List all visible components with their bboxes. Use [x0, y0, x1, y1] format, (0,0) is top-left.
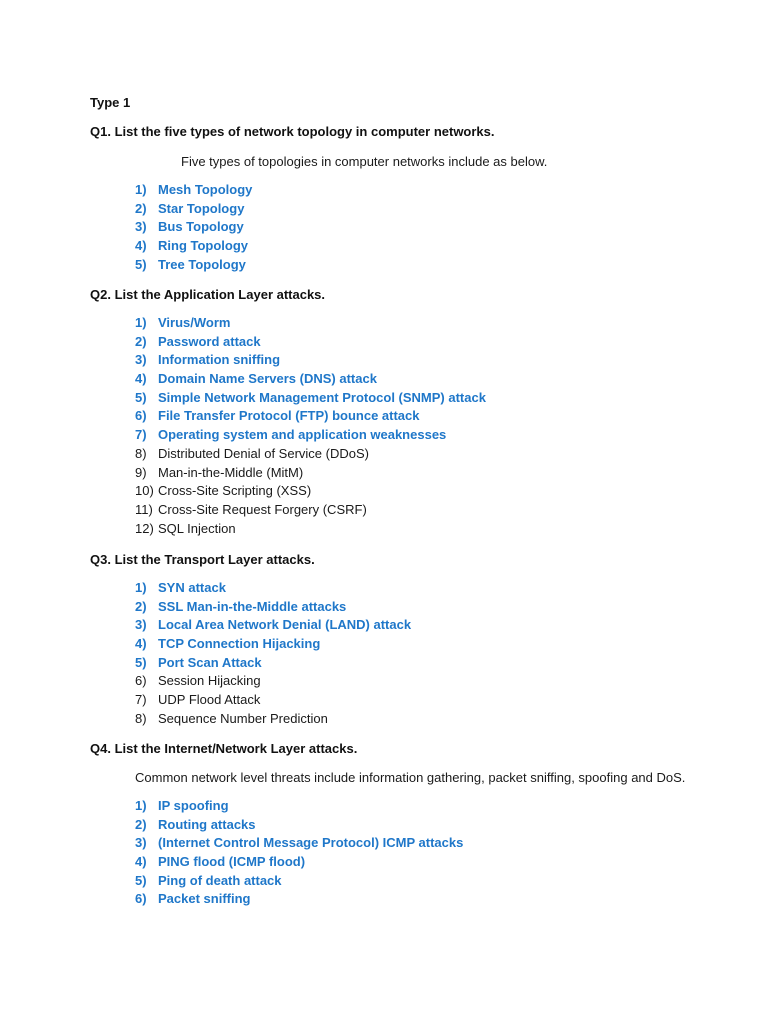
q1-list — [135, 181, 252, 274]
list-item-number: 2) — [135, 333, 147, 349]
list-item — [135, 181, 252, 200]
list-item-text: Simple Network Management Protocol (SNMP) attack — [158, 389, 486, 405]
q2-list — [135, 314, 486, 538]
list-item-text: Cross-Site Scripting (XSS) — [158, 483, 312, 499]
list-item — [135, 445, 486, 464]
list-item-text: Routing attacks — [158, 816, 256, 832]
list-item — [135, 853, 463, 872]
list-item — [135, 691, 411, 710]
list-item-text: Local Area Network Denial (LAND) attack — [158, 617, 412, 633]
list-item-text: Star Topology — [158, 200, 245, 216]
q4-question: Q4. List the Internet/Network Layer attacks. — [90, 741, 358, 756]
list-item — [135, 501, 486, 520]
list-item — [135, 333, 486, 352]
list-item — [135, 464, 486, 483]
list-item-number: 6) — [135, 408, 147, 424]
list-item-number: 7) — [135, 427, 147, 443]
list-item-text: Packet sniffing — [158, 891, 251, 907]
list-item — [135, 816, 463, 835]
list-item-number: 1) — [135, 580, 147, 595]
list-item — [135, 351, 486, 370]
list-item-number: 4) — [135, 854, 147, 870]
q3-question: Q3. List the Transport Layer attacks. — [90, 552, 315, 567]
list-item-text: SQL Injection — [158, 520, 236, 536]
list-item-text: Operating system and application weaknesses — [158, 427, 447, 443]
list-item-text: Virus/Worm — [158, 315, 231, 330]
list-item-text: Ring Topology — [158, 238, 249, 254]
list-item-text: Information sniffing — [158, 352, 281, 368]
list-item — [135, 616, 411, 635]
list-item — [135, 482, 486, 501]
list-item-text: SYN attack — [158, 580, 226, 595]
list-item-number: 1) — [135, 798, 147, 813]
list-item-text: (Internet Control Message Protocol) ICMP attacks — [158, 835, 464, 851]
list-item-text: Port Scan Attack — [158, 654, 262, 670]
list-item-number: 11) — [135, 501, 153, 517]
list-item-text: File Transfer Protocol (FTP) bounce attack — [158, 408, 420, 424]
list-item — [135, 654, 411, 673]
q2-question: Q2. List the Application Layer attacks. — [90, 287, 326, 302]
q1-question: Q1. List the five types of network topology in computer networks. — [90, 124, 495, 139]
list-item-text: Mesh Topology — [158, 182, 253, 197]
list-item-text: UDP Flood Attack — [158, 692, 261, 708]
type-label: Type 1 — [90, 95, 131, 110]
list-item — [135, 314, 486, 333]
list-item-text: Sequence Number Prediction — [158, 710, 328, 726]
list-item — [135, 710, 411, 729]
list-item-text: Session Hijacking — [158, 673, 261, 689]
list-item — [135, 218, 252, 237]
list-item-number: 9) — [135, 464, 147, 480]
list-item-number: 5) — [135, 872, 147, 888]
list-item-number: 6) — [135, 673, 147, 689]
list-item-number: 5) — [135, 654, 147, 670]
list-item-number: 12) — [135, 520, 154, 536]
list-item — [135, 426, 486, 445]
list-item — [135, 579, 411, 598]
list-item — [135, 598, 411, 617]
list-item-text: IP spoofing — [158, 798, 229, 813]
list-item — [135, 370, 486, 389]
list-item-text: Man-in-the-Middle (MitM) — [158, 464, 304, 480]
q3-list — [135, 579, 411, 729]
list-item-number: 5) — [135, 389, 147, 405]
list-item-number: 2) — [135, 816, 147, 832]
list-item-number: 6) — [135, 891, 147, 907]
list-item-text: Domain Name Servers (DNS) attack — [158, 371, 377, 387]
list-item — [135, 890, 463, 909]
list-item-number: 4) — [135, 636, 147, 652]
list-item — [135, 407, 486, 426]
list-item-text: Ping of death attack — [158, 872, 282, 888]
list-item — [135, 237, 252, 256]
list-item — [135, 200, 252, 219]
list-item-number: 1) — [135, 315, 147, 330]
list-item — [135, 797, 463, 816]
list-item-number: 8) — [135, 710, 147, 726]
list-item-number: 10) — [135, 483, 154, 499]
list-item-number: 4) — [135, 238, 147, 254]
list-item — [135, 834, 463, 853]
q1-intro: Five types of topologies in computer networks include as below. — [181, 154, 548, 169]
list-item-text: Distributed Denial of Service (DDoS) — [158, 445, 369, 461]
list-item-text: SSL Man-in-the-Middle attacks — [158, 598, 347, 614]
list-item-number: 3) — [135, 352, 147, 368]
list-item — [135, 635, 411, 654]
list-item-number: 2) — [135, 598, 147, 614]
list-item — [135, 256, 252, 275]
list-item-number: 2) — [135, 200, 147, 216]
list-item-number: 8) — [135, 445, 147, 461]
list-item-number: 1) — [135, 182, 147, 197]
list-item — [135, 872, 463, 891]
list-item-text: Bus Topology — [158, 219, 244, 235]
list-item-text: Password attack — [158, 333, 261, 349]
q4-intro: Common network level threats include information gathering, packet sniffing, spoofing and DoS. — [135, 770, 686, 785]
list-item-text: Tree Topology — [158, 256, 246, 272]
list-item — [135, 389, 486, 408]
list-item-number: 3) — [135, 835, 147, 851]
list-item — [135, 672, 411, 691]
list-item-text: TCP Connection Hijacking — [158, 636, 321, 652]
list-item-number: 7) — [135, 692, 147, 708]
list-item-number: 4) — [135, 371, 147, 387]
list-item — [135, 520, 486, 539]
list-item-text: PING flood (ICMP flood) — [158, 854, 306, 870]
list-item-number: 5) — [135, 256, 147, 272]
list-item-text: Cross-Site Request Forgery (CSRF) — [158, 501, 367, 517]
list-item-number: 3) — [135, 219, 147, 235]
list-item-number: 3) — [135, 617, 147, 633]
q4-list — [135, 797, 463, 909]
